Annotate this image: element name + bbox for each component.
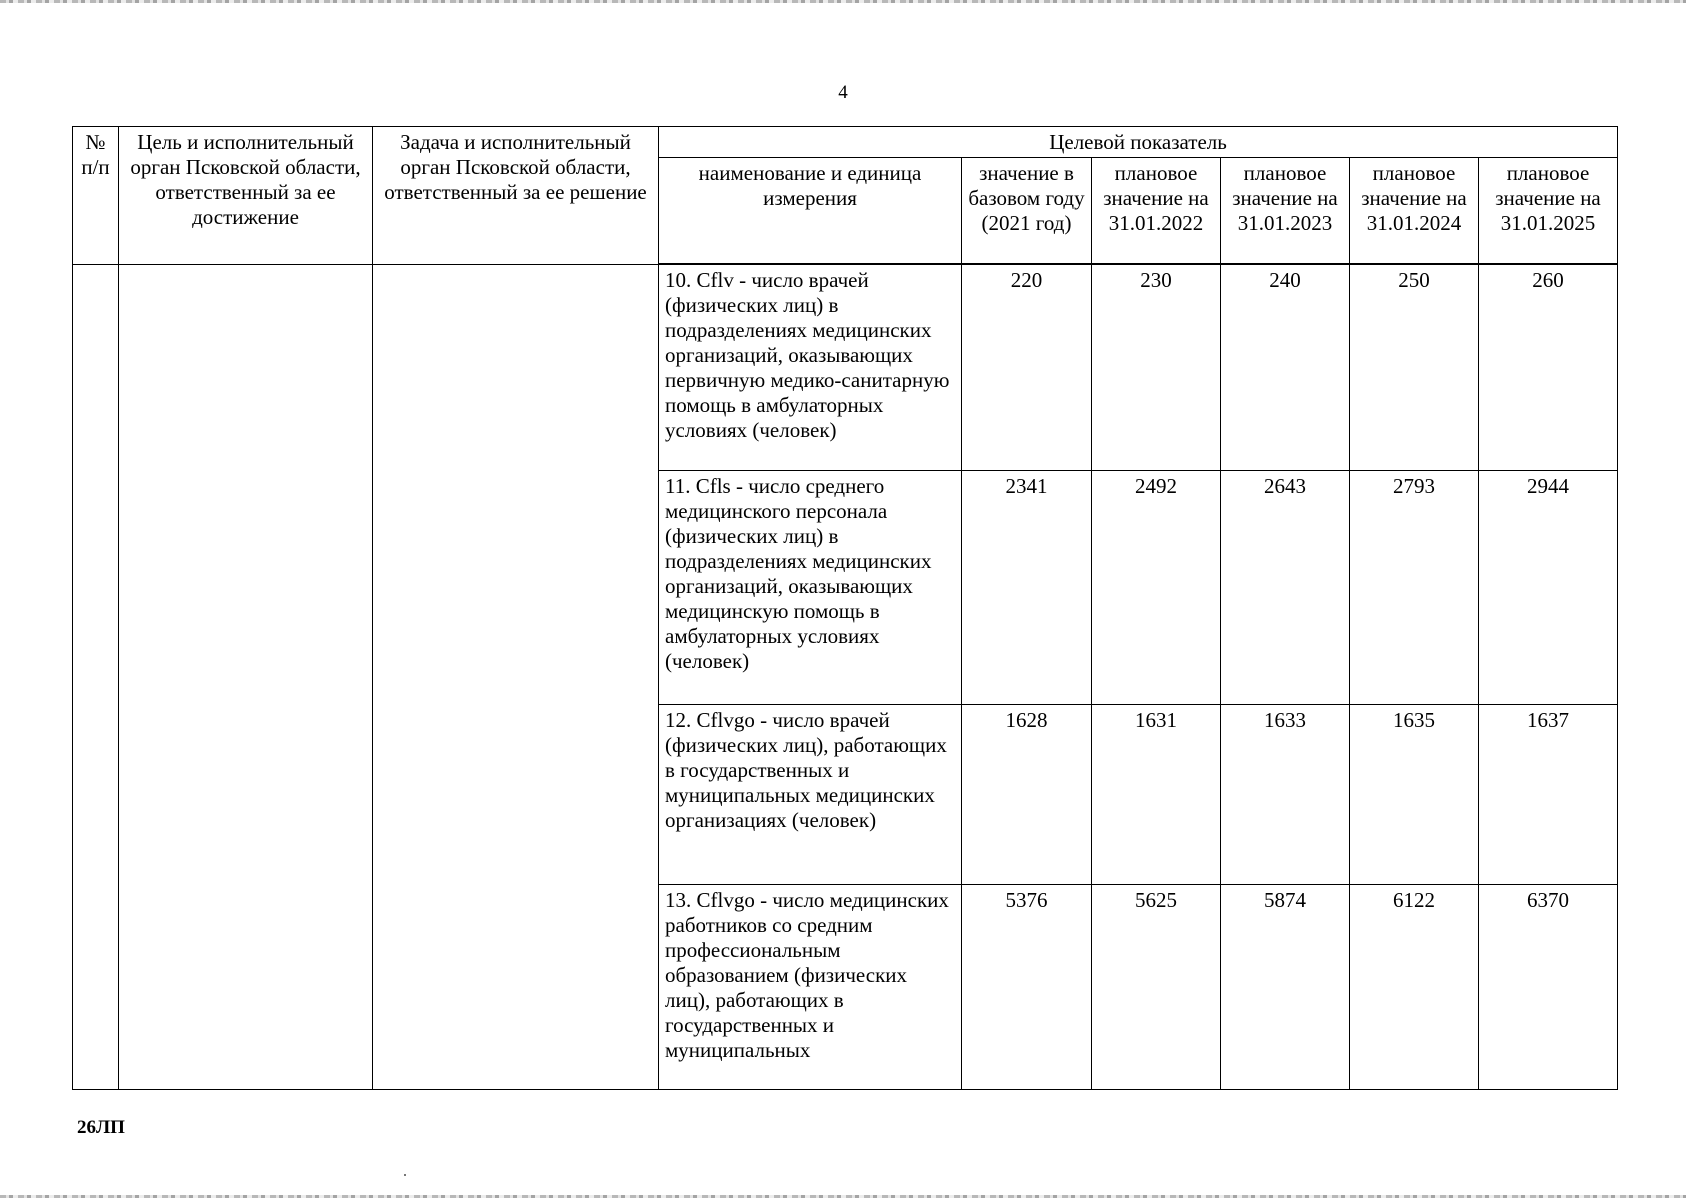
indicator-name: 10. Cflv - число врачей (физических лиц) в подразделениях медицинских организаций, оказывающих первичную медико-санитарную помощь в амбулаторных условиях (человек) bbox=[659, 264, 962, 471]
value-2022: 230 bbox=[1092, 264, 1221, 471]
document-code: 26ЛП bbox=[77, 1117, 125, 1138]
header-indicator-name: наименование и единица измерения bbox=[659, 158, 962, 265]
value-2024: 2793 bbox=[1350, 471, 1479, 705]
indicator-name: 12. Cflvgo - число врачей (физических лиц), работающих в государственных и муниципальных медицинских организациях (человек) bbox=[659, 705, 962, 885]
cell-goal-empty bbox=[119, 264, 373, 1090]
header-task: Задача и исполнительный орган Псковской области, ответственный за ее решение bbox=[373, 127, 659, 265]
indicator-name: 11. Cfls - число среднего медицинского персонала (физических лиц) в подразделениях медицинских организаций, оказывающих медицинскую помощь в амбулаторных условиях (человек) bbox=[659, 471, 962, 705]
page-number: 4 bbox=[838, 82, 848, 103]
value-2025: 1637 bbox=[1479, 705, 1618, 885]
scan-edge-top bbox=[0, 0, 1686, 3]
header-goal: Цель и исполнительный орган Псковской области, ответственный за ее достижение bbox=[119, 127, 373, 265]
header-plan-2024: плановое значение на 31.01.2024 bbox=[1350, 158, 1479, 265]
value-2024: 1635 bbox=[1350, 705, 1479, 885]
value-base: 2341 bbox=[962, 471, 1092, 705]
value-2022: 2492 bbox=[1092, 471, 1221, 705]
scan-speck bbox=[404, 1174, 406, 1176]
value-2022: 5625 bbox=[1092, 885, 1221, 1090]
table-row bbox=[73, 264, 1618, 471]
header-num: № п/п bbox=[73, 127, 119, 265]
value-2025: 6370 bbox=[1479, 885, 1618, 1090]
value-base: 1628 bbox=[962, 705, 1092, 885]
cell-task-empty bbox=[373, 264, 659, 1090]
header-plan-2023: плановое значение на 31.01.2023 bbox=[1221, 158, 1350, 265]
scan-edge-bottom bbox=[0, 1195, 1686, 1198]
value-base: 5376 bbox=[962, 885, 1092, 1090]
table-header-row bbox=[73, 127, 1618, 158]
cell-num-empty bbox=[73, 264, 119, 1090]
header-base-value: значение в базовом году (2021 год) bbox=[962, 158, 1092, 265]
value-2024: 250 bbox=[1350, 264, 1479, 471]
value-2025: 260 bbox=[1479, 264, 1618, 471]
value-2025: 2944 bbox=[1479, 471, 1618, 705]
value-2023: 5874 bbox=[1221, 885, 1350, 1090]
indicator-name: 13. Cflvgo - число медицинских работников со средним профессиональным образованием (физических лиц), работающих в государственных и муниципальных bbox=[659, 885, 962, 1090]
header-plan-2022: плановое значение на 31.01.2022 bbox=[1092, 158, 1221, 265]
target-indicators-table bbox=[72, 126, 1618, 1090]
value-base: 220 bbox=[962, 264, 1092, 471]
value-2023: 240 bbox=[1221, 264, 1350, 471]
header-plan-2025: плановое значение на 31.01.2025 bbox=[1479, 158, 1618, 265]
value-2022: 1631 bbox=[1092, 705, 1221, 885]
value-2023: 1633 bbox=[1221, 705, 1350, 885]
value-2024: 6122 bbox=[1350, 885, 1479, 1090]
header-target-indicator: Целевой показатель bbox=[659, 127, 1618, 158]
value-2023: 2643 bbox=[1221, 471, 1350, 705]
